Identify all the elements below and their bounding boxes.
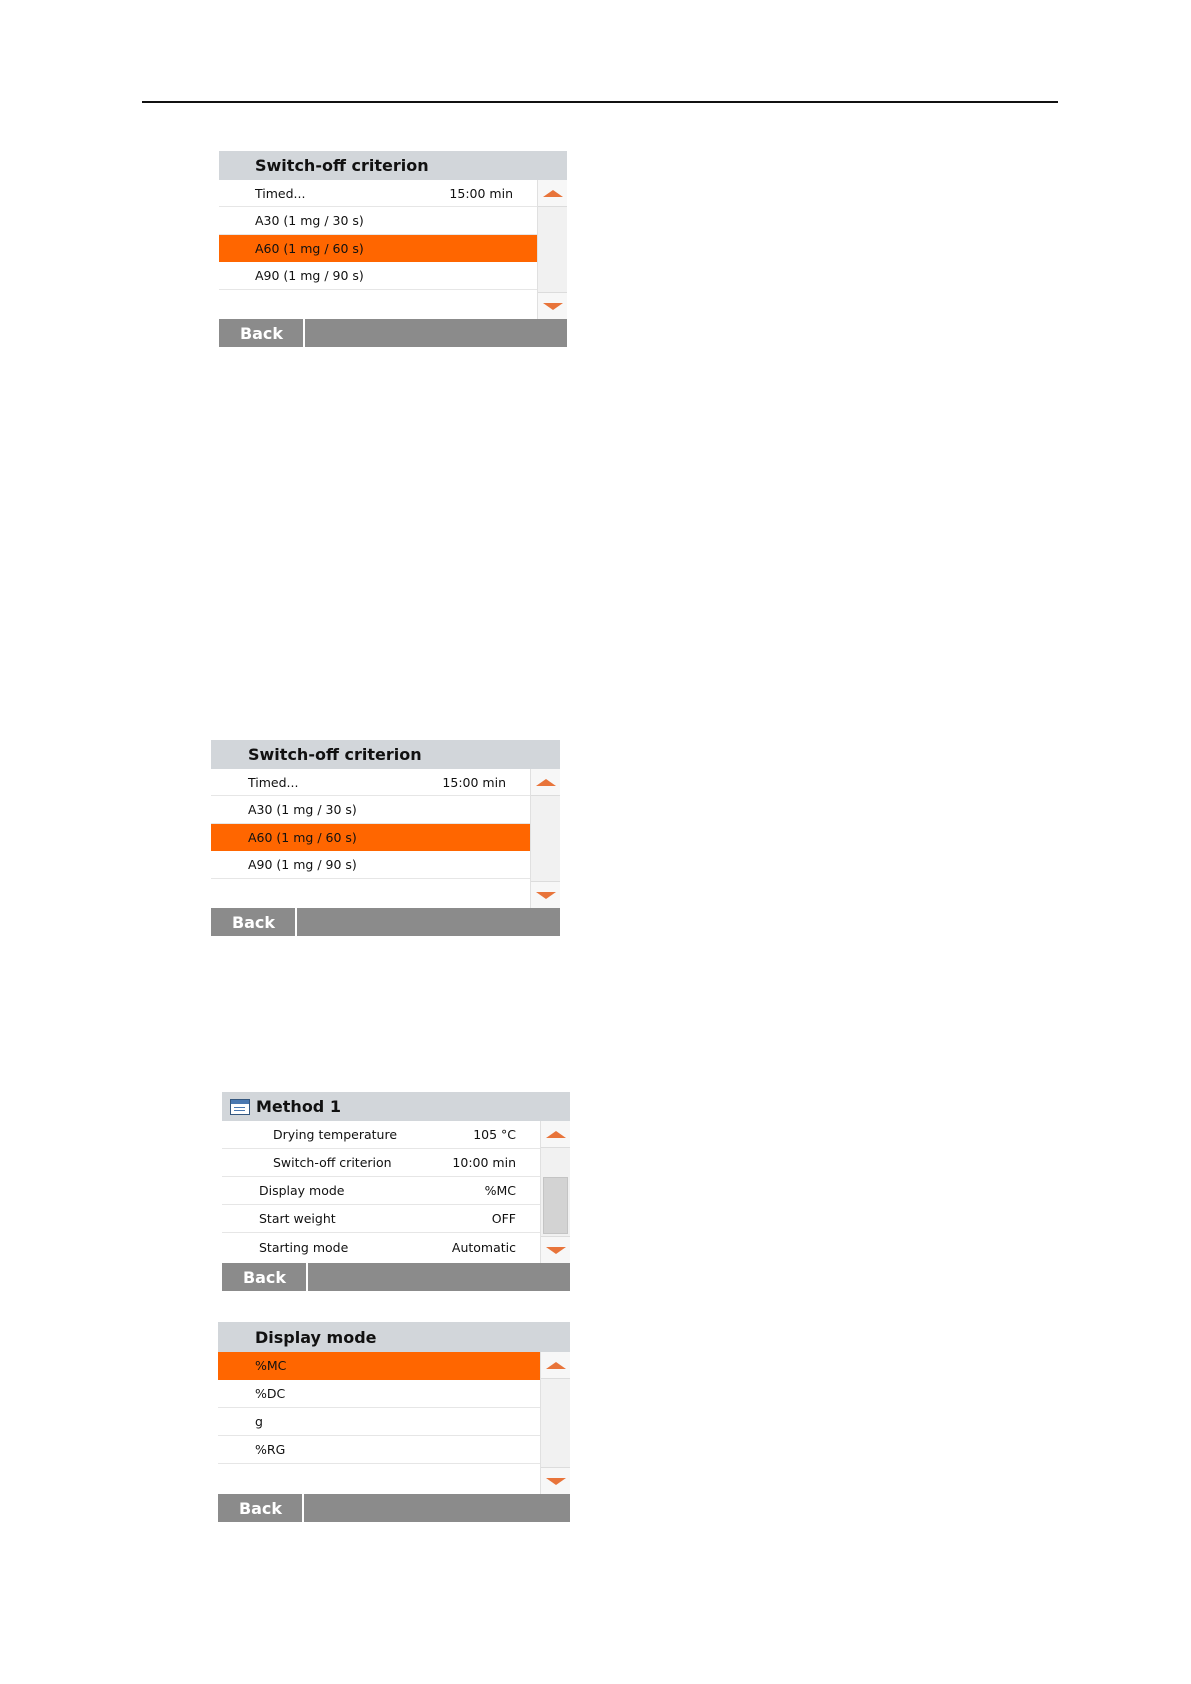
list-item-label: Starting mode — [259, 1239, 349, 1255]
chevron-up-icon — [543, 190, 563, 197]
scrollbar[interactable] — [530, 769, 560, 908]
list-item-label: Display mode — [259, 1183, 345, 1198]
back-button[interactable]: Back — [220, 319, 305, 347]
settings-list — [222, 1121, 540, 1261]
page-title: Method 1 — [256, 1097, 341, 1116]
scrollbar[interactable] — [537, 180, 567, 319]
list-item-g[interactable] — [218, 1408, 540, 1436]
list-item-label: Drying temperature — [273, 1127, 398, 1142]
footer-bar — [218, 1494, 570, 1522]
list-item-label: Switch-off criterion — [273, 1155, 392, 1170]
list-item-a90[interactable] — [211, 851, 530, 879]
option-list — [211, 769, 530, 907]
list-item-timed[interactable] — [219, 180, 537, 207]
list-item-a60[interactable] — [219, 235, 537, 262]
list-item-a30[interactable] — [211, 796, 530, 824]
list-item-display-mode[interactable] — [222, 1177, 540, 1205]
list-item-value: OFF — [491, 1211, 516, 1226]
chevron-up-icon — [546, 1131, 566, 1138]
scroll-up-button[interactable] — [541, 1121, 570, 1148]
list-item-label: A90 (1 mg / 90 s) — [255, 268, 364, 283]
list-item-switch-off-criterion[interactable] — [222, 1149, 540, 1177]
page-title: Switch-off criterion — [248, 745, 422, 764]
scroll-up-button[interactable] — [531, 769, 560, 796]
scroll-down-button[interactable] — [531, 881, 560, 908]
list-item-value: %MC — [484, 1183, 516, 1198]
title-bar — [218, 1322, 570, 1352]
list-item-label: A60 (1 mg / 60 s) — [255, 240, 364, 256]
scroll-thumb[interactable] — [543, 1177, 568, 1234]
title-bar — [219, 151, 567, 180]
back-button[interactable]: Back — [223, 1263, 308, 1291]
switch-off-criterion-screen-1 — [219, 151, 567, 347]
list-item-a60[interactable] — [211, 824, 530, 851]
title-bar — [222, 1092, 570, 1121]
title-bar — [211, 740, 560, 769]
scroll-down-button[interactable] — [538, 292, 567, 319]
switch-off-criterion-screen-2 — [211, 740, 560, 936]
chevron-up-icon — [546, 1362, 566, 1369]
scroll-down-button[interactable] — [541, 1236, 570, 1263]
footer-bar — [222, 1263, 570, 1291]
list-item-timed[interactable] — [211, 769, 530, 796]
list-item-label: A30 (1 mg / 30 s) — [248, 802, 357, 817]
chevron-up-icon — [536, 779, 556, 786]
list-item-empty — [211, 879, 530, 907]
page-title: Switch-off criterion — [255, 156, 429, 175]
list-item-label: Start weight — [259, 1211, 336, 1226]
scroll-down-button[interactable] — [541, 1467, 570, 1494]
list-item-mc[interactable] — [218, 1352, 540, 1380]
chevron-down-icon — [536, 892, 556, 899]
list-item-empty — [219, 290, 537, 318]
footer-bar — [211, 908, 560, 936]
chevron-down-icon — [546, 1247, 566, 1254]
option-list — [219, 180, 537, 318]
list-item-a30[interactable] — [219, 207, 537, 235]
scrollbar[interactable] — [540, 1352, 570, 1494]
header-rule — [142, 101, 1058, 103]
list-item-label: %RG — [255, 1442, 286, 1457]
chevron-down-icon — [543, 303, 563, 310]
list-item-label: Timed... — [255, 185, 306, 201]
footer-bar — [219, 319, 567, 347]
option-list — [218, 1352, 540, 1492]
list-item-starting-mode[interactable] — [222, 1233, 540, 1261]
list-item-label: g — [255, 1414, 263, 1429]
chevron-down-icon — [546, 1478, 566, 1485]
page-title: Display mode — [255, 1327, 377, 1347]
method-window-icon — [230, 1099, 250, 1115]
list-item-value: 15:00 min — [442, 774, 506, 790]
list-item-value: 10:00 min — [452, 1155, 516, 1170]
list-item-label: %DC — [255, 1386, 286, 1401]
list-item-start-weight[interactable] — [222, 1205, 540, 1233]
list-item-a90[interactable] — [219, 262, 537, 290]
list-item-value: 105 °C — [473, 1127, 516, 1142]
list-item-label: Timed... — [248, 774, 299, 790]
back-button[interactable]: Back — [219, 1494, 304, 1522]
back-button[interactable]: Back — [212, 908, 297, 936]
list-item-label: A30 (1 mg / 30 s) — [255, 213, 364, 228]
list-item-value: Automatic — [451, 1239, 516, 1255]
list-item-label: %MC — [255, 1358, 287, 1373]
list-item-rg[interactable] — [218, 1436, 540, 1464]
list-item-label: A60 (1 mg / 60 s) — [248, 829, 357, 845]
scroll-up-button[interactable] — [538, 180, 567, 207]
scrollbar[interactable] — [540, 1121, 570, 1263]
list-item-label: A90 (1 mg / 90 s) — [248, 857, 357, 872]
list-item-dc[interactable] — [218, 1380, 540, 1408]
method-1-screen — [222, 1092, 570, 1291]
list-item-empty — [218, 1464, 540, 1492]
list-item-value: 15:00 min — [449, 185, 513, 201]
list-item-drying-temperature[interactable] — [222, 1121, 540, 1149]
display-mode-screen — [218, 1322, 570, 1522]
scroll-up-button[interactable] — [541, 1352, 570, 1379]
